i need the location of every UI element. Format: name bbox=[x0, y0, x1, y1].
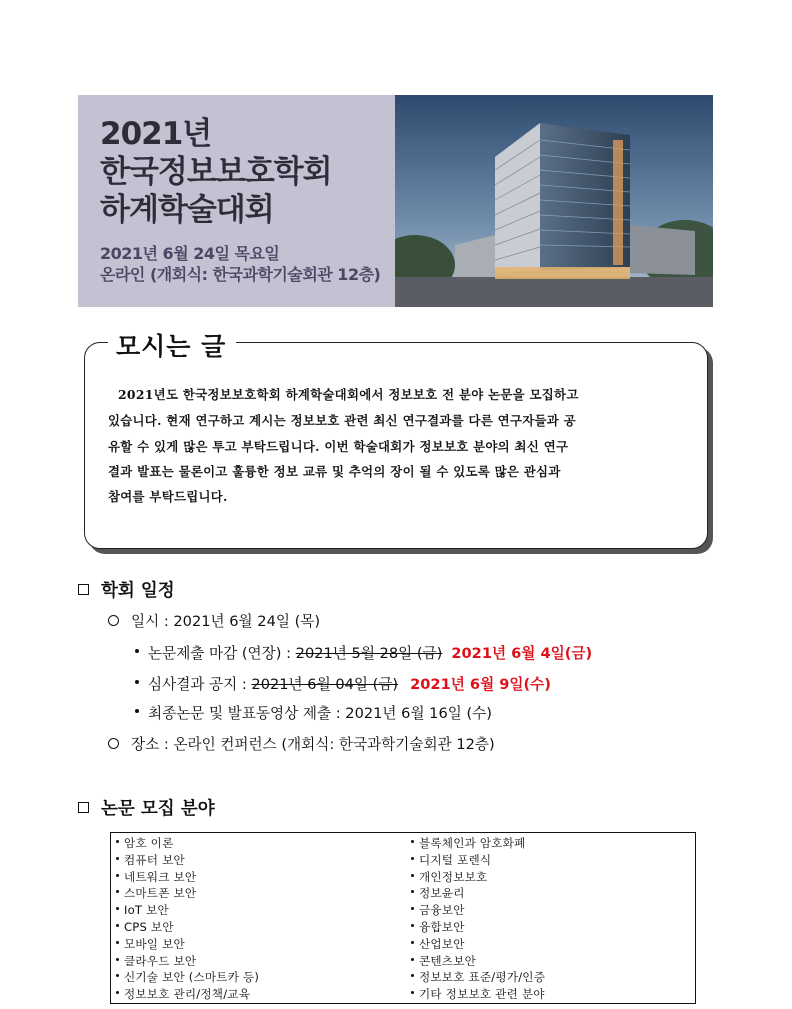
dot-bullet-icon bbox=[135, 680, 139, 684]
topic-item: 기타 정보보호 관련 분야 bbox=[411, 986, 545, 1003]
invitation-title: 모시는 글 bbox=[108, 330, 236, 364]
circle-bullet-icon bbox=[108, 738, 119, 749]
topics-table bbox=[110, 832, 696, 1004]
schedule-heading bbox=[78, 579, 175, 603]
topic-item: IoT 보안 bbox=[116, 902, 259, 919]
topic-item: 산업보안 bbox=[411, 936, 545, 953]
banner-title-org: 한국정보보호학회 bbox=[100, 154, 332, 190]
topic-item: 컴퓨터 보안 bbox=[116, 852, 259, 869]
topic-item: 콘텐츠보안 bbox=[411, 953, 545, 970]
review-old-date: 2021년 6월 04일 (금) bbox=[251, 676, 399, 693]
deadline-label: 논문제출 마감 (연장) : bbox=[148, 645, 296, 662]
topic-item: 정보윤리 bbox=[411, 885, 545, 902]
topic-item: 모바일 보안 bbox=[116, 936, 259, 953]
square-bullet-icon bbox=[78, 802, 89, 813]
dot-bullet-icon bbox=[135, 649, 139, 653]
banner-venue: 온라인 (개회식: 한국과학기술회관 12층) bbox=[100, 265, 381, 284]
topic-item: 개인정보보호 bbox=[411, 869, 545, 886]
schedule-place-item bbox=[108, 734, 495, 756]
schedule-review-item bbox=[135, 674, 551, 696]
final-submission-text: 최종논문 및 발표동영상 제출 : 2021년 6월 16일 (수) bbox=[148, 705, 492, 722]
invitation-line-2: 있습니다. 현재 연구하고 계시는 정보보호 관련 최신 연구결과를 다른 연구자들과 공 bbox=[108, 413, 576, 428]
review-new-date: 2021년 6월 9일(수) bbox=[410, 676, 551, 693]
review-label: 심사결과 공지 : bbox=[148, 676, 252, 693]
topic-item: 금융보안 bbox=[411, 902, 545, 919]
banner-title-event: 하계학술대회 bbox=[100, 192, 274, 228]
topics-right-column bbox=[411, 835, 545, 1003]
deadline-new-date: 2021년 6월 4일(금) bbox=[451, 645, 593, 662]
topic-item: 정보보호 표준/평가/인증 bbox=[411, 969, 545, 986]
topic-item: 스마트폰 보안 bbox=[116, 885, 259, 902]
topic-item: 융합보안 bbox=[411, 919, 545, 936]
topic-item: 신기술 보안 (스마트카 등) bbox=[116, 969, 259, 986]
schedule-final-item bbox=[135, 703, 492, 725]
topic-item: 디지털 포렌식 bbox=[411, 852, 545, 869]
banner-title-year: 2021년 bbox=[100, 116, 212, 152]
invitation-line-3: 유할 수 있게 많은 투고 부탁드립니다. 이번 학술대회가 정보보호 분야의 최신 연구 bbox=[108, 439, 569, 454]
topics-heading bbox=[78, 797, 215, 821]
topics-left-column bbox=[116, 835, 259, 1003]
schedule-deadline-item bbox=[135, 643, 592, 665]
building-photo bbox=[395, 95, 713, 307]
dot-bullet-icon bbox=[135, 709, 139, 713]
event-banner bbox=[78, 95, 713, 307]
topic-item: 클라우드 보안 bbox=[116, 953, 259, 970]
invitation-line-1: 2021년도 한국정보보호학회 하계학술대회에서 정보보호 전 분야 논문을 모집하고 bbox=[118, 387, 579, 402]
square-bullet-icon bbox=[78, 584, 89, 595]
schedule-heading-text: 학회 일정 bbox=[101, 581, 175, 601]
schedule-date-text: 일시 : 2021년 6월 24일 (목) bbox=[131, 613, 321, 630]
topic-item: 암호 이론 bbox=[116, 835, 259, 852]
schedule-place-text: 장소 : 온라인 컨퍼런스 (개회식: 한국과학기술회관 12층) bbox=[131, 736, 495, 753]
invitation-line-4: 결과 발표는 물론이고 훌륭한 정보 교류 및 추억의 장이 될 수 있도록 많은 관심과 bbox=[108, 464, 561, 479]
topic-item: 블록체인과 암호화폐 bbox=[411, 835, 545, 852]
topic-item: 정보보호 관리/정책/교육 bbox=[116, 986, 259, 1003]
topic-item: CPS 보안 bbox=[116, 919, 259, 936]
topic-item: 네트워크 보안 bbox=[116, 869, 259, 886]
topics-heading-text: 논문 모집 분야 bbox=[101, 799, 215, 819]
schedule-date-item bbox=[108, 611, 320, 633]
invitation-line-5: 참여를 부탁드립니다. bbox=[108, 489, 228, 504]
deadline-old-date: 2021년 5월 28일 (금) bbox=[295, 645, 443, 662]
circle-bullet-icon bbox=[108, 615, 119, 626]
banner-title-panel bbox=[78, 95, 395, 307]
banner-date: 2021년 6월 24일 목요일 bbox=[100, 244, 280, 263]
